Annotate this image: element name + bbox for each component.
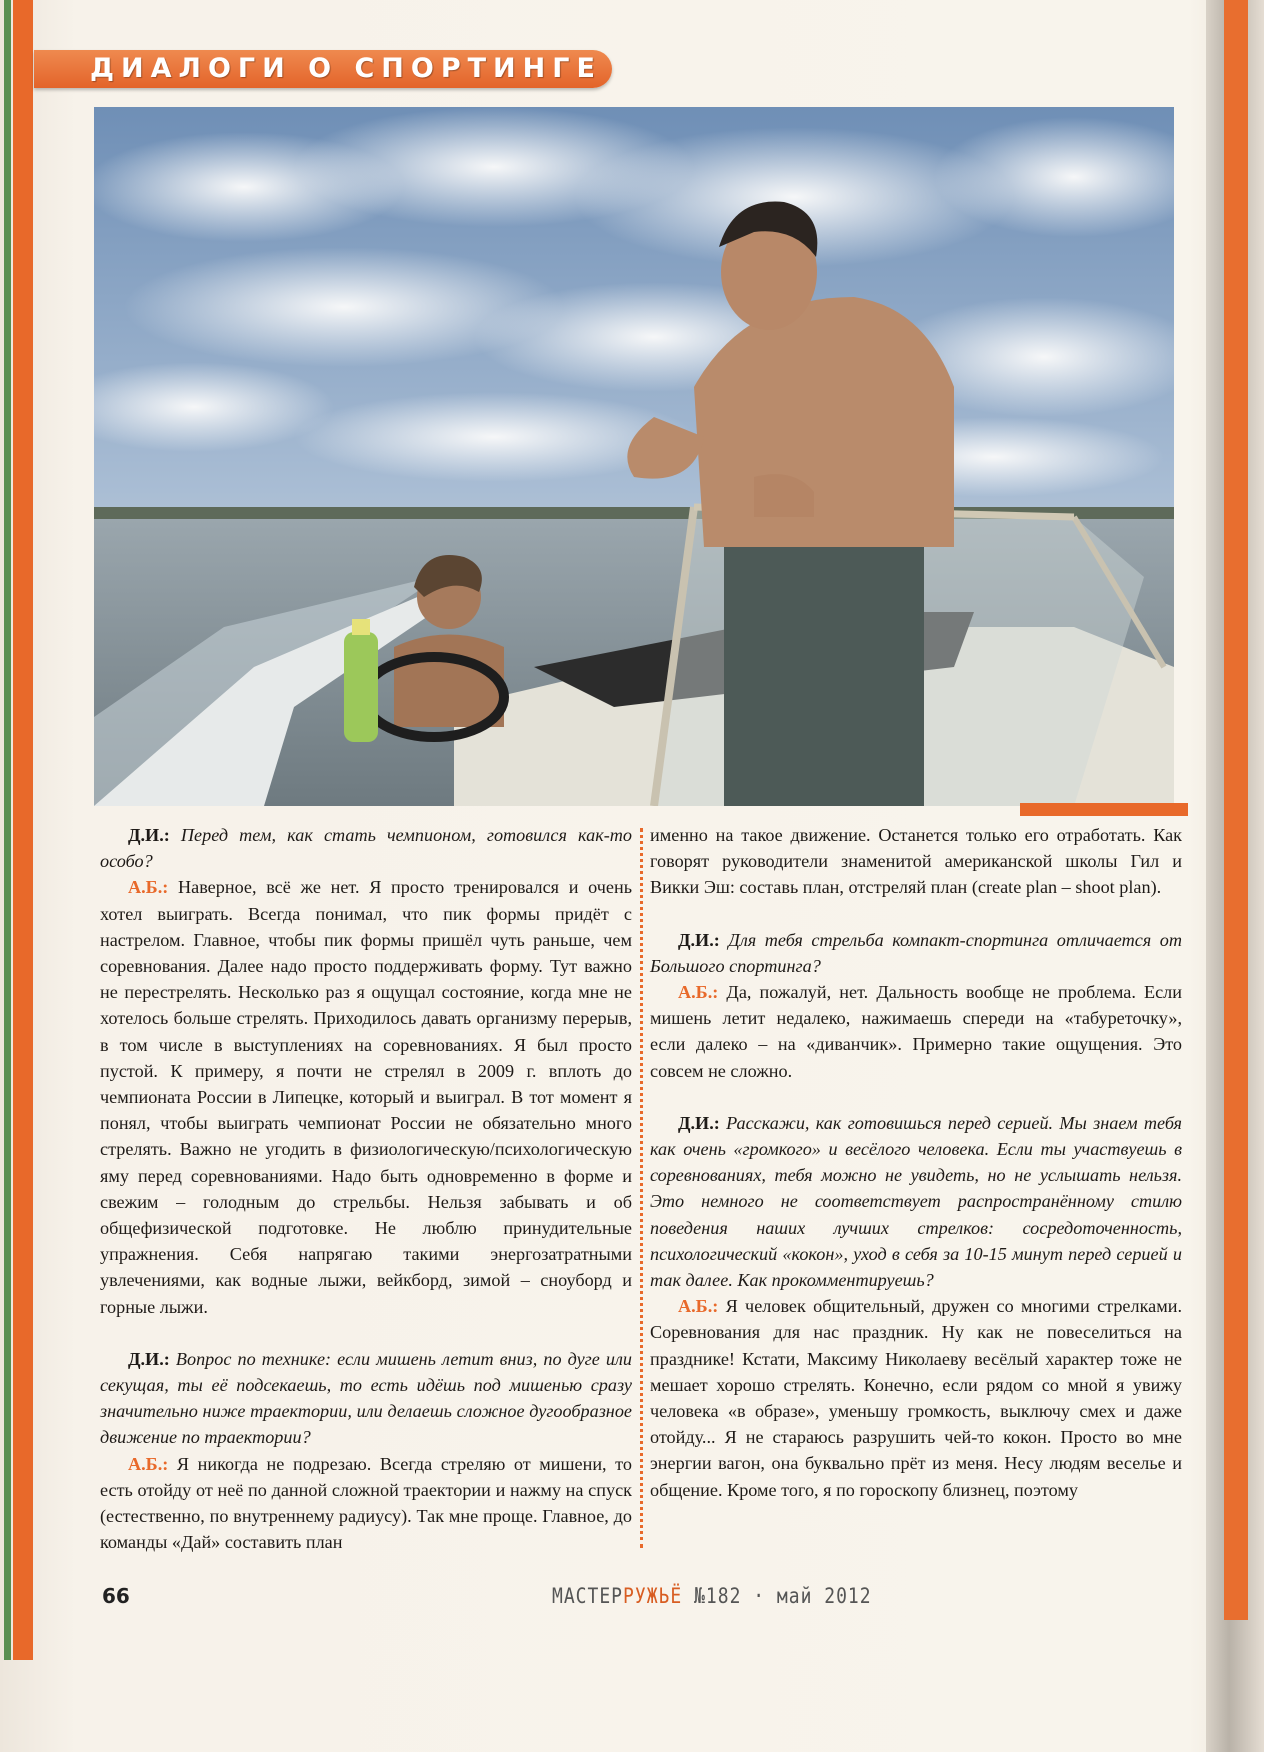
- left-edge-green: [4, 0, 11, 1660]
- column-divider: [640, 828, 643, 1548]
- left-orange-stripe: [13, 0, 33, 1660]
- page-number: 66: [102, 1584, 130, 1608]
- article-column-right: [650, 822, 1182, 1503]
- publication-issue: №182 · май 2012: [682, 1583, 872, 1610]
- paragraph-continuation: именно на такое движение. Останется только его отработать. Как говорят руководители знаменитой американской школы Гил и Викки Эш: составь план, отстреляй план (create plan – shoot plan).: [650, 825, 1182, 898]
- photo-accent-bar: [1020, 803, 1188, 816]
- publication-footer: [552, 1584, 872, 1609]
- paragraph-question: Д.И.: Для тебя стрельба компакт-спортинга отличается от Большого спортинга?: [650, 929, 1182, 976]
- article-column-left: [100, 822, 632, 1555]
- publication-name-part: МАСТЕР: [552, 1583, 624, 1610]
- paragraph-answer: А.Б.: Я человек общительный, дружен со многими стрелками. Соревнования для нас праздник. Ну как не повеселиться на празднике! Кстати, Максиму Николаеву весёлый характер тоже не мешает хорошо стрелять. Конечно, если рядом со мной я увижу человека «в образе», уменьшу громкость, выключу смех и даже отойду... Я не стараюсь разрушить чей-то кокон. Просто во мне энергии вагон, она буквально прёт из меня. Несу людям веселье и общение. Кроме того, я по гороскопу близнец, поэтому: [650, 1296, 1182, 1500]
- photo-two-people-on-motorboat-icon: [94, 107, 1174, 806]
- section-title: ДИАЛОГИ О СПОРТИНГЕ: [90, 53, 602, 84]
- paragraph-question: Д.И.: Перед тем, как стать чемпионом, готовился как-то особо?: [100, 825, 632, 872]
- publication-name-accent: РУЖЬЁ: [623, 1583, 683, 1610]
- article-photo: [94, 107, 1174, 806]
- paragraph-question: Д.И.: Расскажи, как готовишься перед серией. Мы знаем тебя как очень «громкого» и весёлого человека. Если ты участвуешь в соревнованиях, тебя можно не увидеть, но не услышать нельзя. Это немного не соответствует распространённому стилю поведения наших лучших стрелков: сосредоточенность, психологический «кокон», уход в себя за 10-15 минут перед серией и так далее. Как прокомментируешь?: [650, 1112, 1182, 1291]
- paragraph-answer: А.Б.: Я никогда не подрезаю. Всегда стреляю от мишени, то есть отойду от неё по данной сложной траектории и нажму на спуск (естественно, по внутреннему радиусу). Так мне проще. Главное, до команды «Дай» составить план: [100, 1453, 632, 1553]
- paragraph-answer: А.Б.: Наверное, всё же нет. Я просто тренировался и очень хотел выиграть. Всегда понимал, что пик формы придёт с настрелом. Главное, чтобы пик формы пришёл чуть раньше, чем соревнования. Далее надо просто поддерживать форму. Тут важно не перестрелять. Несколько раз я ощущал состояние, когда мне не хотелось больше стрелять. Приходилось давать организму перерыв, в том числе в выступлениях на соревнованиях. Я был просто пустой. К примеру, я почти не стрелял в 2009 г. вплоть до чемпионата России в Липецке, который и выиграл. В тот момент я понял, чтобы выиграть чемпионат России не обязательно много стрелять. Важно не угодить в физиологическую/психологическую яму перед соревнованиями. Надо быть одновременно в форме и свежим – голодным до стрельбы. Нельзя забывать и об общефизической подготовке. Не люблю принудительные упражнения. Себя напрягаю такими энергозатратными увлечениями, как водные лыжи, вейкборд, зимой – сноуборд и горные лыжи.: [100, 877, 632, 1317]
- paragraph-question: Д.И.: Вопрос по технике: если мишень летит вниз, по дуге или секущая, ты её подсекаешь, то есть идёшь под мишенью сразу значительно ниже траектории, или делаешь сложное дугообразное движение по траектории?: [100, 1348, 632, 1448]
- right-orange-stripe: [1224, 0, 1248, 1620]
- paragraph-answer: А.Б.: Да, пожалуй, нет. Дальность вообще не проблема. Если мишень летит недалеко, нажимаешь спереди на «табуреточку», если далеко – на «диванчик». Примерно такие ощущения. Это совсем не сложно.: [650, 982, 1182, 1081]
